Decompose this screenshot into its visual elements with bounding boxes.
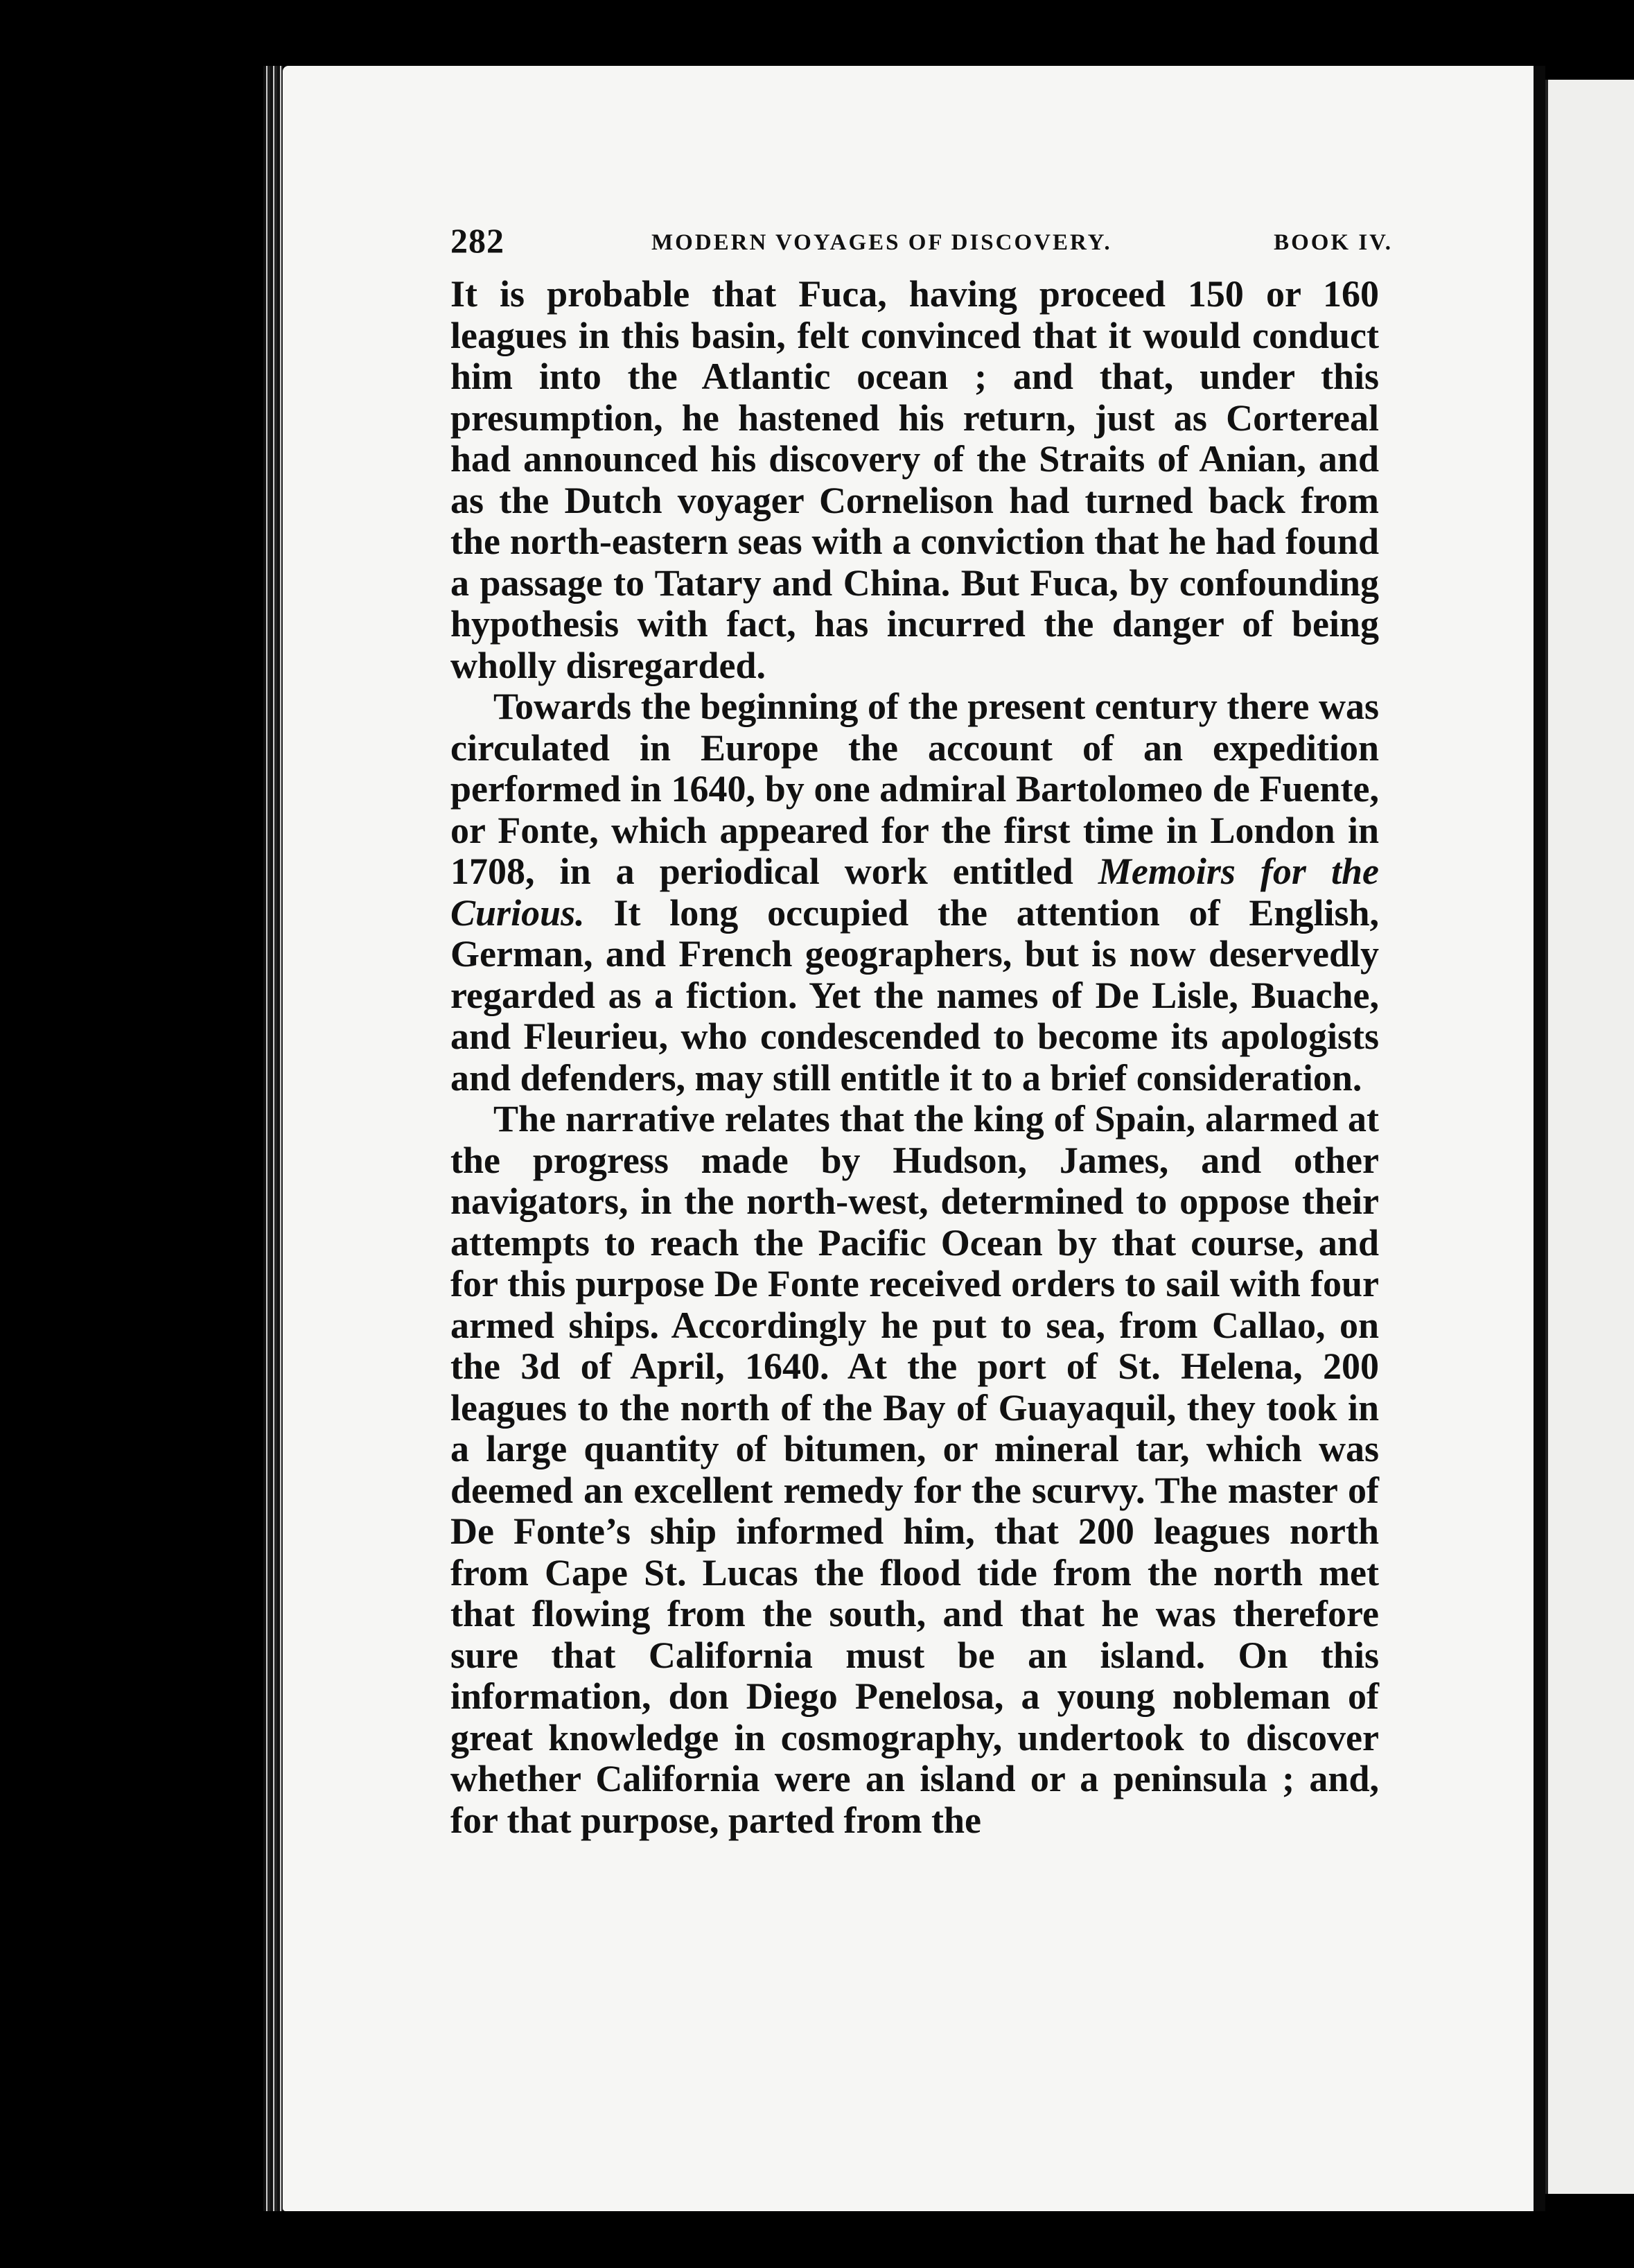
paragraph-3: The narrative relates that the king of Spain, alarmed at the progress made by Hudson, James, and other navigators, in the north-west, determined to oppose their attempts to reach the Pacific Ocean by that course, and for this purpose De Fonte received orders to sail with four armed ships. Accordingly he put to sea, from Callao, on the 3d of April, 1640. At the port of St. Helena, 200 leagues to the north of the Bay of Guayaquil, they took in a large quantity of bitumen, or mineral tar, which was deemed an excellent remedy for the scurvy. The master of De Fonte’s ship informed him, that 200 leagues north from Cape St. Lucas the flood tide from the north met that flowing from the south, and that he was therefore sure that California must be an island. On this information, don Diego Penelosa, a young nobleman of great knowledge in cosmography, undertook to discover whether California were an island or a peninsula ; and, for that purpose, parted from the [450,1098,1379,1841]
book-page-edges [263,66,283,2211]
paragraph-2-text-end: It long occupied the attention of English, German, and French geographers, but is now deservedly regarded as a fiction. Yet the names of De Lisle, Buache, and Fleurieu, who condescended to become its apologists and defenders, may still entitle it to a brief consideration. [450,891,1379,1099]
book-label: BOOK IV. [1274,230,1393,255]
book-gutter [1534,66,1545,2211]
paragraph-2-text-start: Towards the beginning of the present century there was circulated in Europe the account of an expedition performed in 1640, by one admiral Bartolomeo de Fuente, or Fonte, which appeared for the first time in London in 1708, in a periodical work entitled [450,686,1379,892]
page-header [450,220,1393,262]
running-title: MODERN VOYAGES OF DISCOVERY. [651,230,1112,255]
publication-title: Memoirs for the Curious. [450,850,1379,934]
paragraph-2 [450,686,1379,1099]
facing-page-edge [1545,80,1634,2194]
body-text [450,274,1379,1841]
page-number: 282 [450,221,504,260]
paragraph-1: It is probable that Fuca, having proceed 150 or 160 leagues in this basin, felt convinced that it would conduct him into the Atlantic ocean ; and that, under this presumption, he hastened his return, just as Cortereal had announced his discovery of the Straits of Anian, and as the Dutch voyager Cornelison had turned back from the north-eastern seas with a conviction that he had found a passage to Tatary and China. But Fuca, by confounding hypothesis with fact, has incurred the danger of being wholly disregarded. [450,273,1379,686]
